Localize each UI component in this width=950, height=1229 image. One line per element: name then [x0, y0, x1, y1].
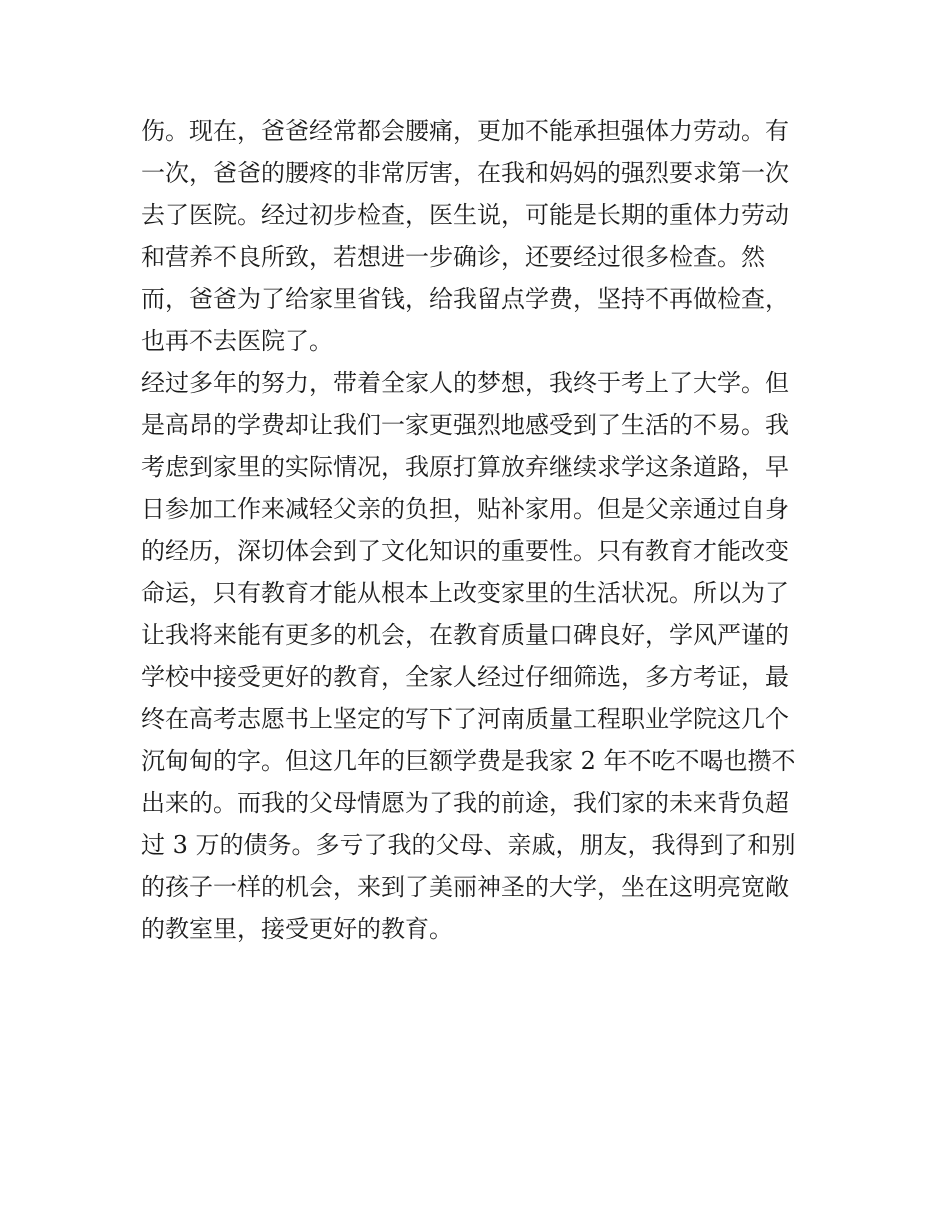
text-line: 让我将来能有更多的机会，在教育质量口碑良好，学风严谨的: [141, 621, 789, 649]
text-line: 的孩子一样的机会，来到了美丽神圣的大学，坐在这明亮宽敞: [141, 873, 789, 901]
text-line: 的教室里，接受更好的教育。: [141, 915, 453, 943]
text-line: 的经历，深切体会到了文化知识的重要性。只有教育才能改变: [141, 537, 789, 565]
text-line: 终在高考志愿书上坚定的写下了河南质量工程职业学院这几个: [141, 705, 789, 733]
text-line: 日参加工作来减轻父亲的负担，贴补家用。但是父亲通过自身: [141, 495, 789, 523]
text-line: 也再不去医院了。: [141, 327, 333, 355]
text-line: 出来的。而我的父母情愿为了我的前途，我们家的未来背负超: [141, 789, 789, 817]
text-line: 和营养不良所致，若想进一步确诊，还要经过很多检查。然: [141, 243, 765, 271]
text-line: 而，爸爸为了给家里省钱，给我留点学费，坚持不再做检查，: [141, 285, 789, 313]
text-line: 一次，爸爸的腰疼的非常厉害，在我和妈妈的强烈要求第一次: [141, 159, 789, 187]
body-text: [141, 110, 813, 950]
text-line: 学校中接受更好的教育，全家人经过仔细筛选，多方考证，最: [141, 663, 789, 691]
text-line: 是高昂的学费却让我们一家更强烈地感受到了生活的不易。我: [141, 411, 789, 439]
text-line: 过 3 万的债务。多亏了我的父母、亲戚，朋友，我得到了和别: [141, 831, 796, 859]
text-line: 经过多年的努力，带着全家人的梦想，我终于考上了大学。但: [141, 369, 789, 397]
text-line: 命运，只有教育才能从根本上改变家里的生活状况。所以为了: [141, 579, 789, 607]
text-line: 去了医院。经过初步检查，医生说，可能是长期的重体力劳动: [141, 201, 789, 229]
text-line: 考虑到家里的实际情况，我原打算放弃继续求学这条道路，早: [141, 453, 789, 481]
text-line: 伤。现在，爸爸经常都会腰痛，更加不能承担强体力劳动。有: [141, 117, 789, 145]
text-line: 沉甸甸的字。但这几年的巨额学费是我家 2 年不吃不喝也攒不: [141, 747, 796, 775]
